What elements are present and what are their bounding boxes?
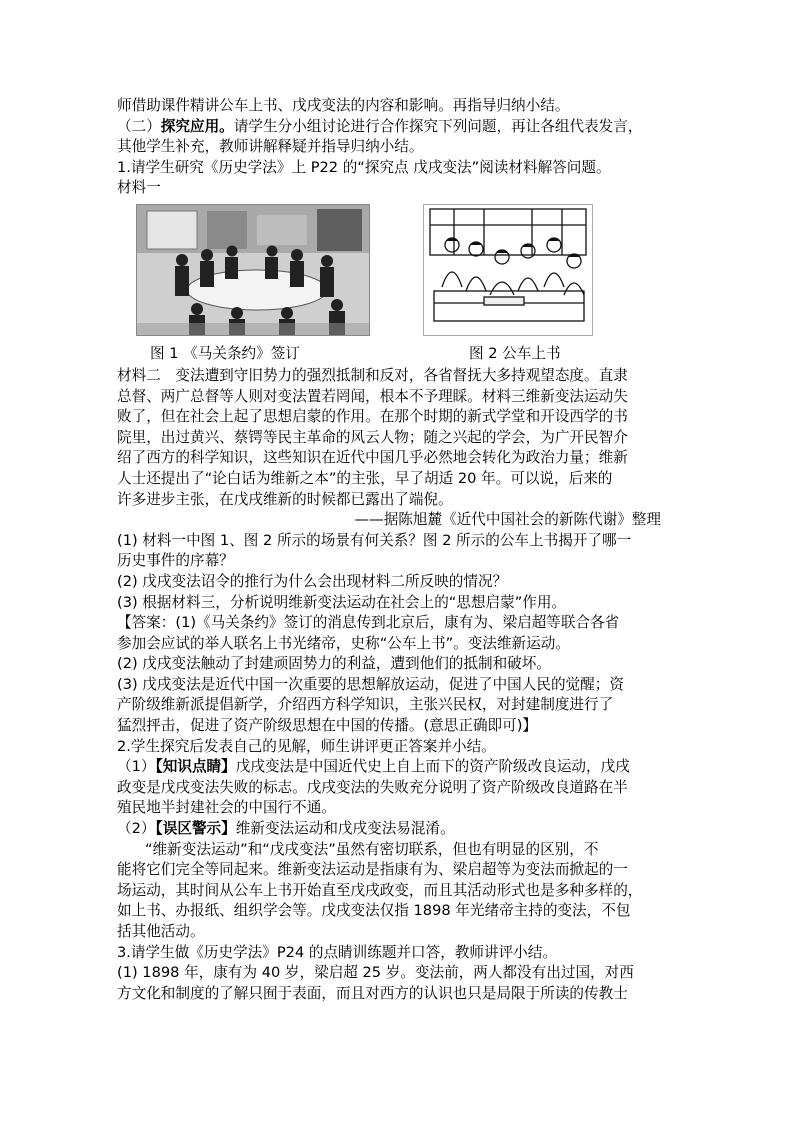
section-heading-line: [117, 117, 679, 138]
material-two-line: 院里，出过黄兴、蔡锷等民主革命的风云人物；随之兴起的学会，为广开民智介: [117, 428, 628, 446]
answer-line: (3) 戊戌变法是近代中国一次重要的思想解放运动，促进了中国人民的觉醒；资: [117, 675, 624, 693]
material-source: ——据陈旭麓《近代中国社会的新陈代谢》整理: [354, 511, 661, 529]
tip-label: 【误区警示】: [155, 820, 236, 838]
material-two-line: 人士还提出了“论白话为维新之本”的主张，早了胡适 20 年。可以说，后来的: [117, 469, 613, 487]
petition-drawing: [423, 204, 593, 336]
section-number: （二）: [117, 117, 161, 135]
answer-line: (2) 戊戌变法触动了封建顽固势力的利益，遭到他们的抵制和破坏。: [117, 655, 551, 673]
question-line: (3) 根据材料三，分析说明维新变法运动在社会上的“思想启蒙”作用。: [117, 593, 567, 611]
figures-row: [117, 204, 679, 340]
tip-prefix: （2）: [117, 820, 156, 838]
answer-line: 【答案：(1)《马关条约》签订的消息传到北京后，康有为、梁启超等联合各省: [117, 614, 620, 632]
treaty-signing-photo-illustration: [137, 205, 369, 335]
fig1-caption: 图 1 《马关条约》签订: [150, 344, 300, 362]
step-two: 2.学生探究后发表自己的见解，师生讲评更正答案并小结。: [117, 737, 496, 755]
text-line: 师借助课件精讲公车上书、戊戌变法的内容和影响。再指导归纳小结。: [117, 97, 570, 114]
material-two-line: 许多进步主张，在戊戌维新的时候都已露出了端倪。: [117, 490, 453, 508]
material-two-line: 绍了西方的科学知识，这些知识在近代中国几乎必然地会转化为政治力量；维新: [117, 449, 628, 467]
step-three-body: (1) 1898 年，康有为 40 岁，梁启超 25 岁。变法前，两人都没有出过国，对西: [117, 964, 634, 982]
tip-text: 戊戌变法是中国近代史上自上而下的资产阶级改良运动，戊戌: [235, 758, 630, 776]
step-three: 3.请学生做《历史学法》P24 的点睛训练题并口答，教师讲评小结。: [117, 943, 557, 961]
captions-row: [117, 344, 679, 366]
tip-knowledge-line: [117, 757, 679, 778]
answer-line: 参加会应试的举人联名上书光绪帝，史称“公车上书”。变法维新运动。: [117, 634, 570, 652]
material-two-line: 材料二 变法遭到守旧势力的强烈抵制和反对，各省督抚大多持观望态度。直隶: [117, 366, 628, 384]
answer-line: 产阶级维新派提倡新学，介绍西方科学知识，主张兴民权，对封建制度进行了: [117, 696, 614, 714]
document-page: [117, 96, 679, 1004]
fig2-caption: 图 2 公车上书: [469, 344, 561, 362]
material-one-label: 材料一: [117, 179, 161, 197]
tip-warning-body: 场运动，其时间从公车上书开始直至戊戌政变，而且其活动形式也是多种多样的，: [117, 881, 643, 899]
question-line: 历史事件的序幕？: [117, 552, 234, 570]
tip-warning-body: 括其他活动。: [117, 923, 205, 940]
step-three-body: 方文化和制度的了解只囿于表面，而且对西方的认识也只是局限于所读的传教士: [117, 984, 628, 1002]
material-two-line: 败了，但在社会上起了思想启蒙的作用。在那个时期的新式学堂和开设西学的书: [117, 408, 628, 426]
question-line: (2) 戊戌变法诏令的推行为什么会出现材料二所反映的情况？: [117, 572, 508, 590]
answer-line: 猛烈抨击，促进了资产阶级思想在中国的传播。(意思正确即可)】: [117, 717, 538, 735]
tip-warning-line: [117, 819, 679, 840]
tip-warning-body: 能将它们完全等同起来。维新变法运动是指康有为、梁启超等为变法而掀起的一: [117, 861, 628, 879]
tip-text: 维新变法运动和戊戌变法易混淆。: [235, 820, 455, 838]
text-line: 其他学生补充，教师讲解释疑并指导归纳小结。: [117, 138, 424, 156]
petition-drawing-illustration: [424, 205, 592, 335]
section-text: 请学生分小组讨论进行合作探究下列问题，再让各组代表发言，: [233, 117, 643, 135]
tip-label: 【知识点睛】: [155, 758, 236, 776]
material-two-line: 总督、两广总督等人则对变法置若罔闻，根本不予理睬。材料三维新变法运动失: [117, 387, 628, 405]
question-line: (1) 材料一中图 1、图 2 所示的场景有何关系？图 2 所示的公车上书揭开了哪一: [117, 531, 632, 549]
question-intro: 1.请学生研究《历史学法》上 P22 的“探究点 戊戌变法”阅读材料解答问题。: [117, 158, 611, 176]
treaty-signing-photo: [136, 204, 370, 336]
section-title: 探究应用。: [160, 117, 234, 135]
tip-prefix: （1）: [117, 758, 156, 776]
tip-knowledge-line: 殖民地半封建社会的中国行不通。: [117, 799, 336, 817]
tip-knowledge-line: 政变是戊戌变法失败的标志。戊戌变法的失败充分说明了资产阶级改良道路在半: [117, 778, 628, 796]
tip-warning-body: 如上书、办报纸、组织学会等。戊戌变法仅指 1898 年光绪帝主持的变法，不包: [117, 902, 631, 920]
tip-warning-body: “维新变法运动”和“戊戌变法”虽然有密切联系，但也有明显的区别，不: [145, 840, 599, 858]
